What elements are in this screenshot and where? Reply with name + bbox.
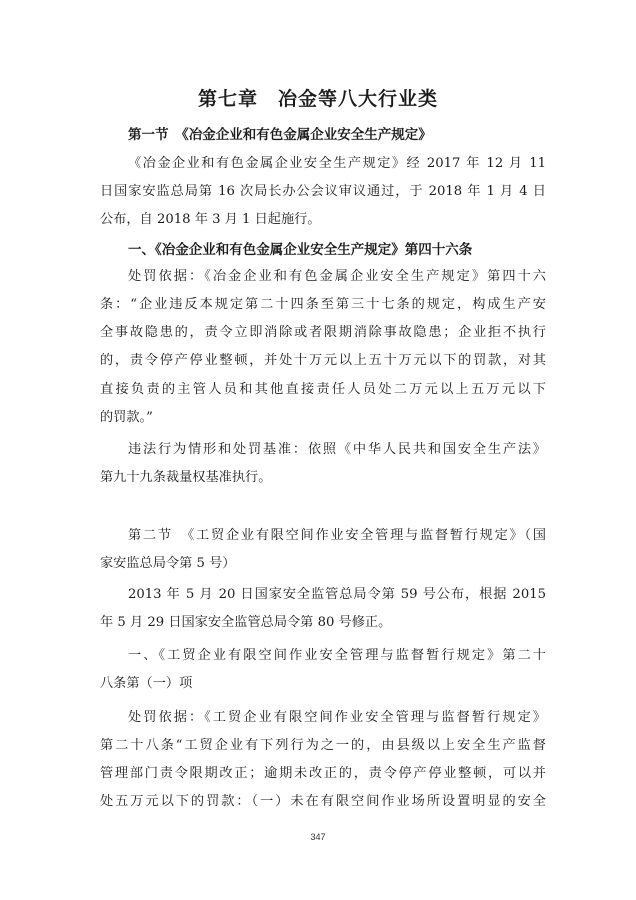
paragraph-line: 日国家安监总局第 16 次局长办公会议审议通过，于 2018 年 1 月 4 日 [100,184,546,199]
paragraph-line: 《冶金企业和有色金属企业安全生产规定》经 2017 年 12 月 11 [128,156,546,171]
section-heading: 第二节 《工贸企业有限空间作业安全管理与监督暂行规定》（国 [128,528,546,543]
page-number: 347 [310,832,326,842]
section-heading: 家安监总局令第 5 号） [100,556,236,571]
paragraph-line: 年 5 月 29 日国家安全监管总局令第 80 号修正。 [100,615,392,630]
chapter-title: 第七章 冶金等八大行业类 [197,88,438,110]
article-heading: 一、《工贸企业有限空间作业安全管理与监督暂行规定》第二十 [128,648,546,663]
paragraph-line: 2013 年 5 月 20 日国家安全监管总局令第 59 号公布，根据 2015 [128,587,546,602]
paragraph-line: 管理部门责令限期改正；逾期未改正的，责令停产停业整顿，可以并 [100,766,546,781]
article-heading: 八条第（一）项 [100,676,193,691]
paragraph-line: 的，责令停产停业整顿，并处十万元以上五十万元以下的罚款，对其 [100,353,546,368]
paragraph-line: 第九十九条裁量权基准执行。 [100,470,272,485]
paragraph-line: 公布，自 2018 年 3 月 1 日起施行。 [100,212,321,227]
paragraph-line: 处罚依据：《冶金企业和有色金属企业安全生产规定》第四十六 [128,269,546,284]
paragraph-line: 条：“企业违反本规定第二十四条至第三十七条的规定，构成生产安 [100,297,546,312]
paragraph-line: 全事故隐患的，责令立即消除或者限期消除事故隐患；企业拒不执行 [100,325,546,340]
paragraph-line: 处五万元以下的罚款：（一）未在有限空间作业场所设置明显的安全 [100,794,546,809]
paragraph-line: 直接负责的主管人员和其他直接责任人员处二万元以上五万元以下 [100,382,546,397]
paragraph-line: 第二十八条“工贸企业有下列行为之一的，由县级以上安全生产监督 [100,738,546,753]
article-heading: 一、《冶金企业和有色金属企业安全生产规定》第四十六条 [128,242,473,258]
paragraph-line: 违法行为情形和处罚基准：依照《中华人民共和国安全生产法》 [128,442,546,457]
section-heading: 第一节 《冶金企业和有色金属企业安全生产规定》 [128,127,432,143]
paragraph-line: 的罚款。” [100,410,153,425]
paragraph-line: 处罚依据：《工贸企业有限空间作业安全管理与监督暂行规定》 [128,710,546,725]
